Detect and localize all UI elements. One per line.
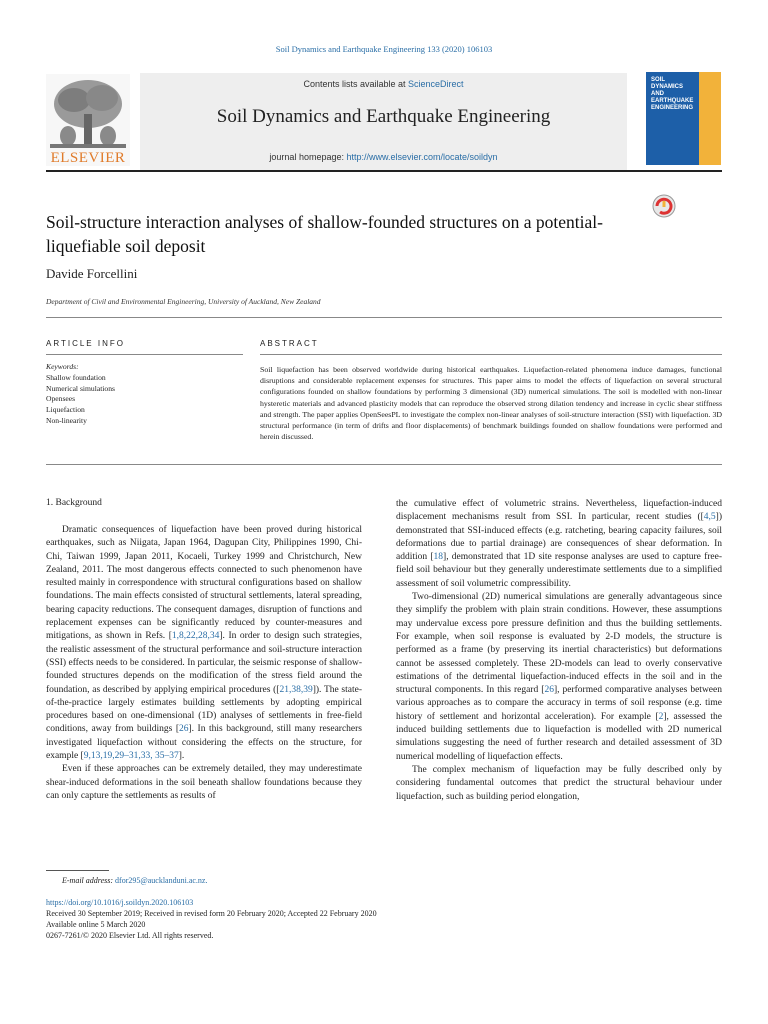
journal-homepage-link[interactable]: http://www.elsevier.com/locate/soildyn	[346, 152, 498, 162]
contents-prefix: Contents lists available at	[303, 79, 409, 89]
article-title: Soil-structure interaction analyses of shallow-founded structures on a potential-liquefiable soil deposit	[46, 212, 603, 256]
article-info-rule	[46, 354, 243, 355]
email-label: E-mail address:	[62, 876, 114, 885]
paragraph-text: Dramatic consequences of liquefaction have been proved during historical earthquakes, such as Niigata, Japan 1964, Dagupan City, Philippines 1990, Chi-Chi, Taiwan 1999, Japan 2011, Kocaeli, Turkey 1999 and Christchurch, New Zealand, 2011. The most dangerous effects connected to such phenomenon have resulted mainly in correspondence with structural configurations based on shallow foundations. The main effects consisted of structural settlements, lateral spreading, bearing capacity reductions. The consequent damages, disruption of functions and replacement expenses can be significantly reduced by counter-measures and mitigations, as shown in Refs. [	[46, 525, 362, 642]
abstract-bottom-rule	[46, 464, 722, 465]
journal-reference[interactable]: Soil Dynamics and Earthquake Engineering 133 (2020) 106103	[275, 44, 493, 54]
homepage-line	[140, 152, 627, 162]
footnote-rule	[46, 870, 109, 871]
paragraph-text: ], performed comparative analyses between various approaches as to compare the accuracy in terms of soil response (e.g. time history of settlement and horizontal acceleration). For example [	[396, 685, 722, 722]
article-info-heading: ARTICLE INFO	[46, 339, 125, 348]
keyword-item: Numerical simulations	[46, 383, 115, 393]
paragraph: Even if these approaches can be extremely detailed, they may underestimate shear-induced deformations in the soil beneath shallow foundations because they can only capture the settlements as results of	[46, 764, 362, 801]
paragraph-text: ]. In order to design such strategies, the realistic assessment of the structural performance and soil-structure interaction (SSI) effects needs to be considered. In particular, the seismic response of shallow-founded structures depends on the modification of the stress field around the foundation, as described by applying empirical procedures ([	[46, 631, 362, 695]
citation-link[interactable]: 21,38,39	[279, 684, 313, 695]
paragraph-text: the cumulative effect of volumetric strains. Nevertheless, liquefaction-induced displacement mechanisms result from SSI. In particular, recent studies ([	[396, 499, 722, 523]
author-name[interactable]: Davide Forcellini	[46, 266, 138, 281]
cover-title: SOIL DYNAMICS AND EARTHQUAKE ENGINEERING	[651, 77, 694, 111]
received-dates: Received 30 September 2019; Received in revised form 20 February 2020; Accepted 22 February 2020	[46, 909, 377, 918]
citation-link[interactable]: 26	[179, 724, 189, 735]
paragraph-text: ], demonstrated that 1D site response analyses are used to capture free-field soil behaviour but they generally underestimate settlements due to a simplified assessment of soil volumetric compressibility.	[396, 552, 722, 589]
citation-link[interactable]: 9,13,19,29–31,33, 35–37	[83, 751, 179, 762]
paragraph-text: ].	[178, 751, 185, 762]
homepage-prefix: journal homepage:	[269, 152, 347, 162]
paragraph-text: ]). The state-of-the-practice largely estimates building settlements by adopting empirical procedures based on one-dimensional (1D) analyses of settlements in free-field conditions, away from buildings [	[46, 684, 362, 735]
body-column-right	[396, 498, 722, 804]
keyword-item: Opensees	[46, 394, 76, 404]
journal-title: Soil Dynamics and Earthquake Engineering	[216, 106, 551, 127]
citation-link[interactable]: 26	[544, 685, 554, 696]
publisher-wordmark: ELSEVIER	[50, 150, 126, 166]
citation-link[interactable]: 1,8,22,28,34	[171, 631, 220, 642]
paragraph-text: ]. In this background, still many researchers investigated liquefaction without considering the effects on the structure, for example [	[46, 724, 363, 762]
title-rule	[46, 317, 722, 318]
section-heading-background: 1. Background	[46, 498, 102, 508]
cover-accent-bar	[699, 72, 721, 165]
paragraph-text: ]) demonstrated that SSI-induced effects (e.g. ratcheting, bearing capacity failures, soil deformations due to partial drainage) are consequences of shear deformation. In addition [	[396, 512, 722, 563]
paragraph-text: ], assessed the induced building settlements due to liquefaction is modelled with 2D numerical simulations suggesting the need of further research and detailed assessment of 3D numerical modelling of liquefaction effects.	[396, 711, 722, 762]
doi-link[interactable]: https://doi.org/10.1016/j.soildyn.2020.106103	[46, 898, 194, 907]
abstract-heading: ABSTRACT	[260, 339, 319, 348]
header-rule	[46, 170, 722, 172]
email-footnote	[62, 876, 207, 885]
paragraph	[46, 524, 362, 763]
citation-link[interactable]: 4,5	[703, 512, 716, 523]
citation-link[interactable]: 18	[433, 552, 444, 563]
article-metadata	[46, 897, 377, 941]
contents-line	[140, 79, 627, 89]
email-link[interactable]: dfor295@aucklanduni.ac.nz.	[115, 876, 208, 885]
keywords-label: Keywords:	[46, 362, 79, 371]
keywords-block	[46, 362, 243, 427]
abstract-text: Soil liquefaction has been observed worldwide during historical earthquakes. Liquefaction-related phenomena induce damages, functional disruptions and considerable replacement expenses for structures. This paper aims to model the effects of liquefaction on several structural configurations founded on shallow foundations by performing 3 dimensional (3D) numerical simulations. The soil is modelled with non-linear hysteretic materials and advanced plasticity models that can reproduce the observed strong dilation tendency and increase in cyclic shear stiffness and strength. The paper applies OpenSeesPL to investigate the complex non-linear analyses of soil-structure interaction (SSI) with liquefaction. 3D structural performance (in term of drifts and floor displacements) of benchmark buildings founded on shallow foundations were performed and herein discussed.	[260, 365, 722, 442]
sciencedirect-link[interactable]: ScienceDirect	[408, 79, 464, 89]
paragraph: The complex mechanism of liquefaction may be fully described only by considering fundamental outcomes that predict the structural behaviour under liquefaction, such as building period elongation,	[396, 764, 722, 802]
citation-link[interactable]: 2	[658, 711, 664, 722]
body-column-left	[46, 524, 362, 803]
available-online: Available online 5 March 2020	[46, 920, 146, 929]
author-affiliation: Department of Civil and Environmental Engineering, University of Auckland, New Zealand	[46, 297, 321, 306]
check-for-updates-icon[interactable]	[646, 193, 682, 231]
copyright: 0267-7261/© 2020 Elsevier Ltd. All rights reserved.	[46, 931, 214, 940]
keyword-item: Liquefaction	[46, 405, 85, 415]
keyword-item: Shallow foundation	[46, 372, 106, 382]
abstract-rule	[260, 354, 722, 355]
keyword-item: Non-linearity	[46, 415, 87, 425]
paragraph	[396, 498, 722, 591]
journal-cover[interactable]	[646, 72, 721, 165]
paragraph-text: Two-dimensional (2D) numerical simulations are generally advantageous since they simplify the problem with plain strain conditions. However, these assumptions may undervalue excess pore pressure definition and thus the building settlements. For example, when soil response is evaluated by 2-D models, the structure is performed as a frame (by preserving its inertial characteristics) but deformations cannot be assessed completely. These 2D-models can lead to overly conservative estimations of the detrimental liquefaction-induced effects in the soil and in the structural components. In this regard [	[396, 592, 722, 696]
paragraph	[396, 591, 722, 764]
